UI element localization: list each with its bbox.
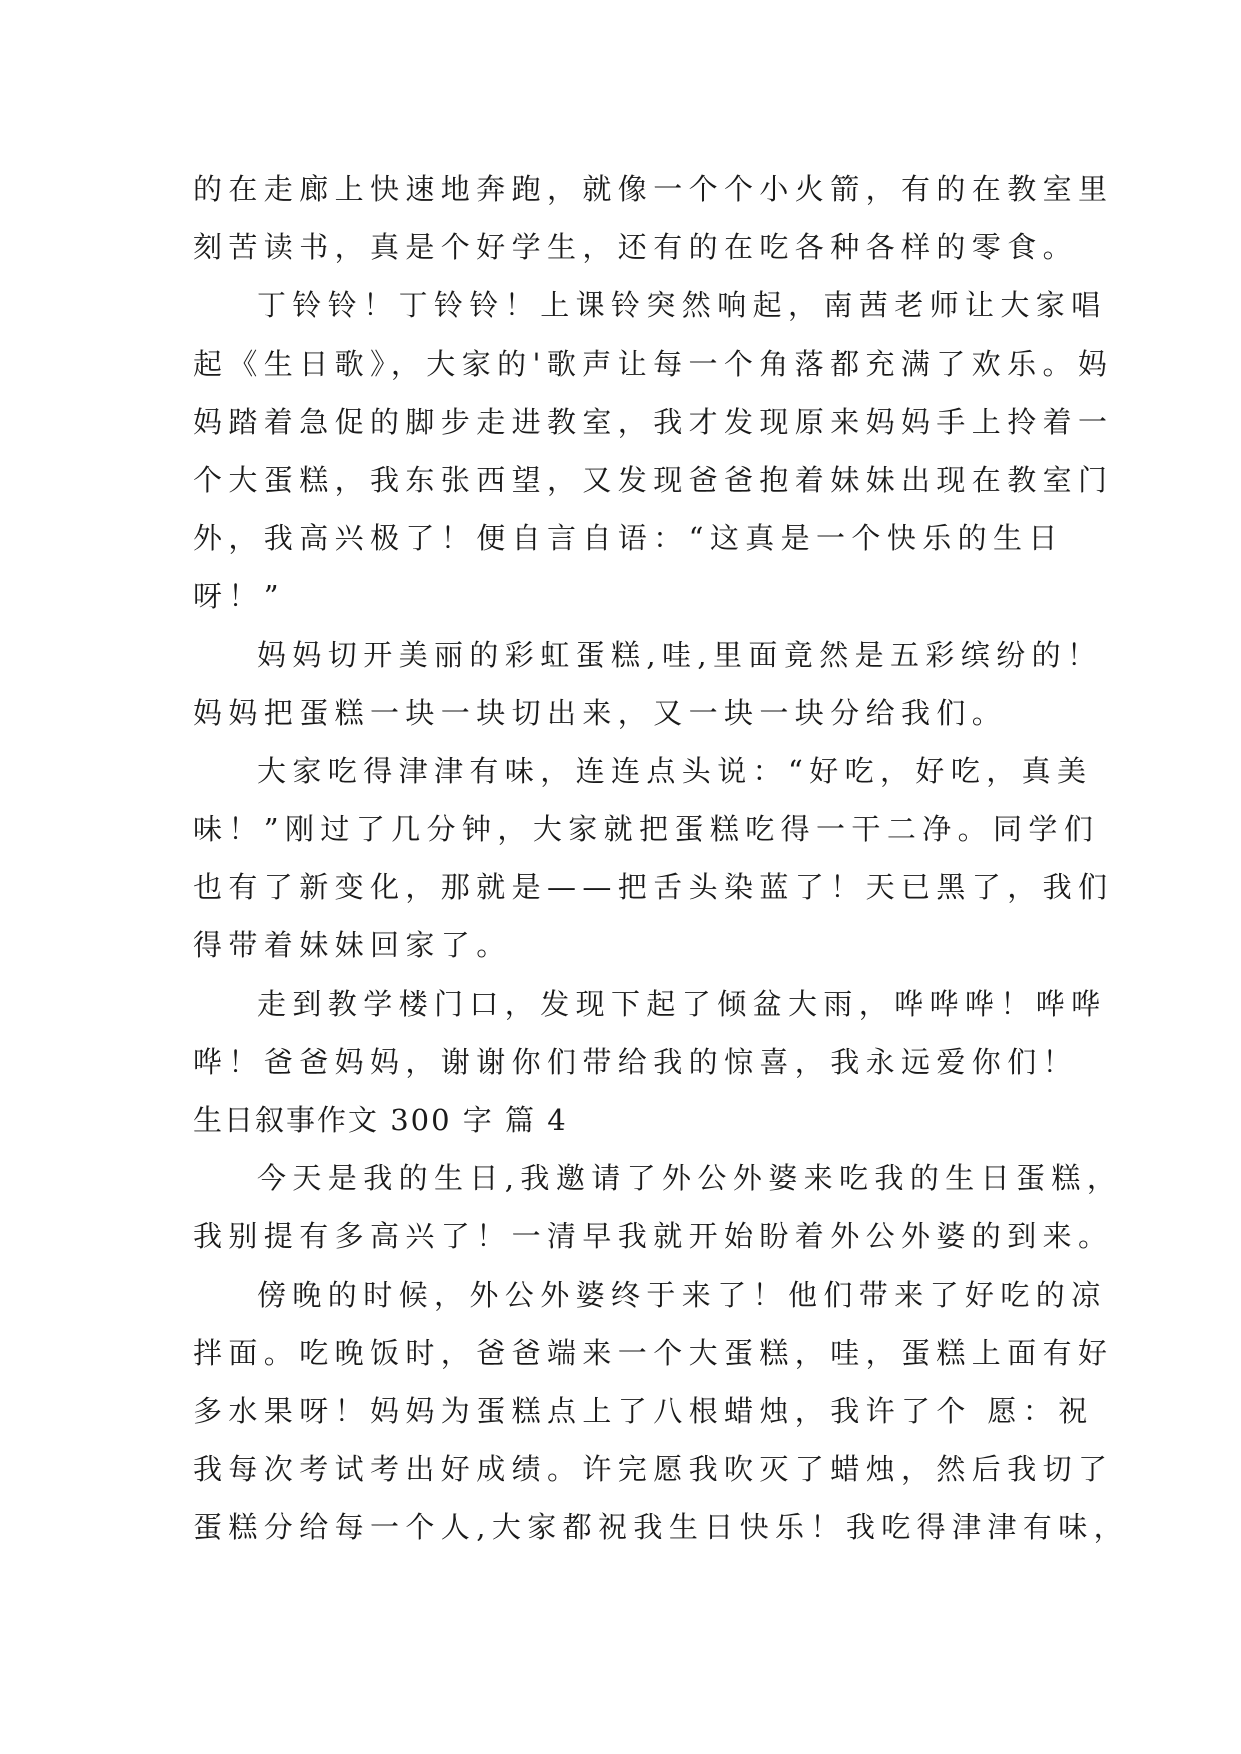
document-page — [193, 160, 1130, 1557]
text-line: 刻苦读书，真是个好学生，还有的在吃各种各样的零食。 — [193, 230, 1079, 265]
text-line: 傍晚的时候，外公外婆终于来了！他们带来了好吃的凉 — [257, 1277, 1107, 1312]
text-line: 外，我高兴极了！便自言自语：“这真是一个快乐的生日 — [193, 521, 1064, 556]
text-line: 妈妈把蛋糕一块一块切出来，又一块一块分给我们。 — [193, 695, 1008, 730]
text-line: 大家吃得津津有味，连连点头说：“好吃，好吃，真美 — [257, 753, 1093, 788]
text-line: 得带着妹妹回家了。 — [193, 928, 512, 963]
text-line: 多水果呀！妈妈为蛋糕点上了八根蜡烛，我许了个 愿：祝 — [193, 1393, 1094, 1428]
text-line: 个大蛋糕，我东张西望，又发现爸爸抱着妹妹出现在教室门 — [193, 462, 1114, 497]
text-line: 的在走廊上快速地奔跑，就像一个个小火箭，有的在教室里 — [193, 172, 1114, 206]
section-heading: 生日叙事作文 300 字 篇 4 — [193, 1103, 568, 1137]
text-line: 走到教学楼门口，发现下起了倾盆大雨，哗哗哗！哗哗 — [257, 986, 1107, 1021]
text-line: 我别提有多高兴了！一清早我就开始盼着外公外婆的到来。 — [193, 1219, 1114, 1254]
text-line: 呀！” — [193, 579, 286, 614]
text-line: 丁铃铃！丁铃铃！上课铃突然响起，南茜老师让大家唱 — [257, 288, 1107, 323]
text-line: 起《生日歌》，大家的'歌声让每一个角落都充满了欢乐。妈 — [193, 346, 1114, 381]
text-line: 妈妈切开美丽的彩虹蛋糕,哇,里面竟然是五彩缤纷的！ — [257, 637, 1103, 672]
text-line: 蛋糕分给每一个人,大家都祝我生日快乐！我吃得津津有味， — [193, 1510, 1130, 1545]
text-line: 今天是我的生日,我邀请了外公外婆来吃我的生日蛋糕， — [257, 1161, 1123, 1196]
text-line: 也有了新变化，那就是——把舌头染蓝了！天已黑了，我们 — [193, 870, 1114, 905]
text-line: 味！”刚过了几分钟，大家就把蛋糕吃得一干二净。同学们 — [193, 812, 1100, 847]
text-line: 拌面。吃晚饭时，爸爸端来一个大蛋糕，哇，蛋糕上面有好 — [193, 1335, 1114, 1370]
text-line: 我每次考试考出好成绩。许完愿我吹灭了蜡烛，然后我切了 — [193, 1452, 1114, 1487]
text-line: 妈踏着急促的脚步走进教室，我才发现原来妈妈手上拎着一 — [193, 404, 1114, 439]
text-line: 哗！爸爸妈妈，谢谢你们带给我的惊喜，我永远爱你们！ — [193, 1044, 1079, 1079]
